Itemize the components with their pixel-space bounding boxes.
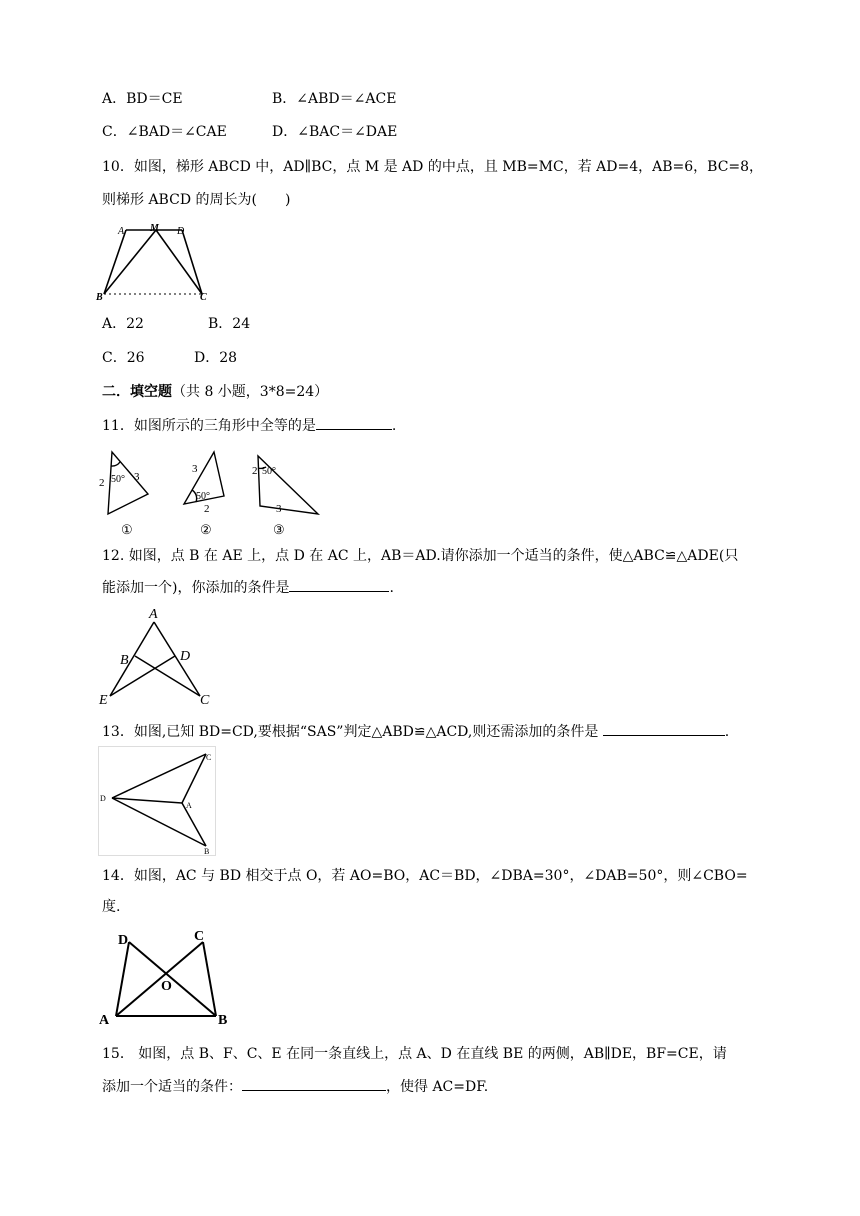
option-letter: A． [102, 316, 127, 332]
label-d: D [177, 226, 185, 237]
q9-option-c [102, 122, 227, 142]
segment-ac [182, 754, 206, 803]
label-c: C [200, 292, 207, 303]
label-c: C [194, 929, 205, 944]
label-a: A [149, 607, 158, 622]
option-letter: B． [208, 316, 233, 332]
segment-bc [135, 656, 200, 696]
option-text: 26 [126, 350, 145, 366]
answer-blank [316, 415, 392, 430]
t1-side-left: 2 [99, 477, 105, 489]
label-b: B [218, 1013, 228, 1028]
segment-mb [104, 230, 156, 294]
t1-number: ① [121, 522, 133, 537]
q9-option-a [102, 89, 183, 109]
option-letter: C． [102, 124, 127, 140]
side-ab [104, 230, 126, 294]
t3-number: ③ [273, 522, 285, 537]
option-letter: A． [102, 91, 127, 107]
section-heading [102, 382, 328, 402]
t1-side-right: 3 [134, 471, 140, 483]
q9-option-d [272, 122, 397, 142]
side-dc [182, 230, 202, 294]
q10-trapezoid-figure [96, 222, 226, 304]
t2-side-bottom: 2 [204, 503, 210, 515]
label-d: D [100, 794, 106, 803]
angle-arc-1 [111, 462, 120, 466]
q12-stem-line1: 12. 如图，点 B 在 AE 上，点 D 在 AC 上，AB＝AD.请你添加一个适当的条件，使△ABC≌△ADE(只 [102, 548, 739, 564]
option-text: 28 [219, 350, 238, 366]
section-title: 二．填空题 [102, 384, 172, 400]
label-b: B [120, 653, 129, 668]
label-b: B [204, 847, 210, 856]
stem-end: . [391, 418, 397, 434]
segment-bc [203, 942, 216, 1016]
segment-ae [110, 622, 154, 696]
stem-text: 11．如图所示的三角形中全等的是 [102, 418, 316, 434]
q10-stem-line1: 10．如图，梯形 ABCD 中，AD∥BC，点 M 是 AD 的中点，且 MB=MC，若 AD=4，AB=6，BC=8， [102, 159, 764, 175]
q10-stem-line2: 则梯形 ABCD 的周长为( ) [102, 192, 291, 208]
option-letter: D． [194, 350, 220, 366]
segment-dc [112, 754, 206, 798]
stem-end: ，使得 AC=DF. [386, 1079, 489, 1095]
option-text: 22 [126, 316, 144, 332]
label-a: A [186, 801, 192, 810]
t2-side-left: 3 [192, 463, 198, 475]
stem-text: 13．如图,已知 BD=CD,要根据“SAS”判定△ABD≌△ACD,则还需添加的条件是 [102, 724, 603, 740]
triangle-3 [258, 456, 318, 514]
label-a: A [118, 226, 125, 237]
label-c: C [206, 753, 212, 762]
stem-end: . [724, 724, 730, 740]
q13-stem [102, 721, 729, 742]
t2-number: ② [200, 522, 212, 537]
segment-ac [116, 942, 203, 1016]
answer-blank [242, 1076, 386, 1091]
segment-ac [154, 622, 200, 696]
label-e: E [99, 693, 108, 708]
q10-option-c [102, 348, 145, 368]
q11-stem [102, 415, 396, 436]
label-d: D [180, 649, 191, 664]
label-c: C [200, 693, 210, 708]
section-note: （共 8 小题，3*8=24） [172, 384, 329, 400]
q11-triangles-figure [96, 444, 326, 537]
option-text: ∠ABD＝∠ACE [296, 91, 397, 107]
q12-figure [96, 604, 226, 708]
q12-stem-line2 [102, 577, 394, 598]
t2-angle: 50° [196, 491, 210, 502]
label-a: A [99, 1013, 110, 1028]
stem-text: 能添加一个)，你添加的条件是 [102, 580, 290, 596]
segment-ad [116, 942, 129, 1016]
q13-figure [98, 746, 218, 856]
t3-side-left: 2 [252, 465, 258, 477]
q14-figure [96, 924, 241, 1028]
t1-angle: 50° [111, 474, 125, 485]
option-text: BD＝CE [126, 91, 183, 107]
q15-stem-line1: 15． 如图，点 B、F、C、E 在同一条直线上，点 A、D 在直线 BE 的两侧，AB∥DE，BF=CE，请 [102, 1046, 727, 1062]
label-o: O [161, 979, 172, 994]
q14-stem-line1: 14．如图，AC 与 BD 相交于点 O，若 AO=BO，AC＝BD，∠DBA=30°，∠DAB=50°，则∠CBO= [102, 868, 748, 884]
option-letter: C． [102, 350, 127, 366]
option-text: ∠BAC＝∠DAE [297, 124, 398, 140]
stem-text: 添加一个适当的条件： [102, 1079, 242, 1095]
t3-angle: 50° [262, 466, 276, 477]
q10-option-b [208, 314, 250, 334]
q10-option-a [102, 314, 144, 334]
answer-blank [603, 721, 725, 736]
option-letter: D． [272, 124, 298, 140]
q14-stem-line2: 度. [102, 899, 121, 915]
option-text: 24 [232, 316, 251, 332]
label-b: B [96, 292, 103, 303]
option-letter: B． [272, 91, 297, 107]
label-m: M [150, 223, 159, 234]
segment-mc [156, 230, 202, 294]
segment-da [112, 798, 182, 803]
answer-blank [289, 577, 389, 592]
t3-side-bottom: 3 [276, 503, 282, 515]
option-text: ∠BAD＝∠CAE [126, 124, 227, 140]
segment-bd [129, 942, 216, 1016]
q9-option-b [272, 89, 396, 109]
stem-end: . [389, 580, 394, 596]
q10-option-d [194, 348, 237, 368]
label-d: D [118, 933, 129, 948]
q15-stem-line2 [102, 1076, 488, 1097]
